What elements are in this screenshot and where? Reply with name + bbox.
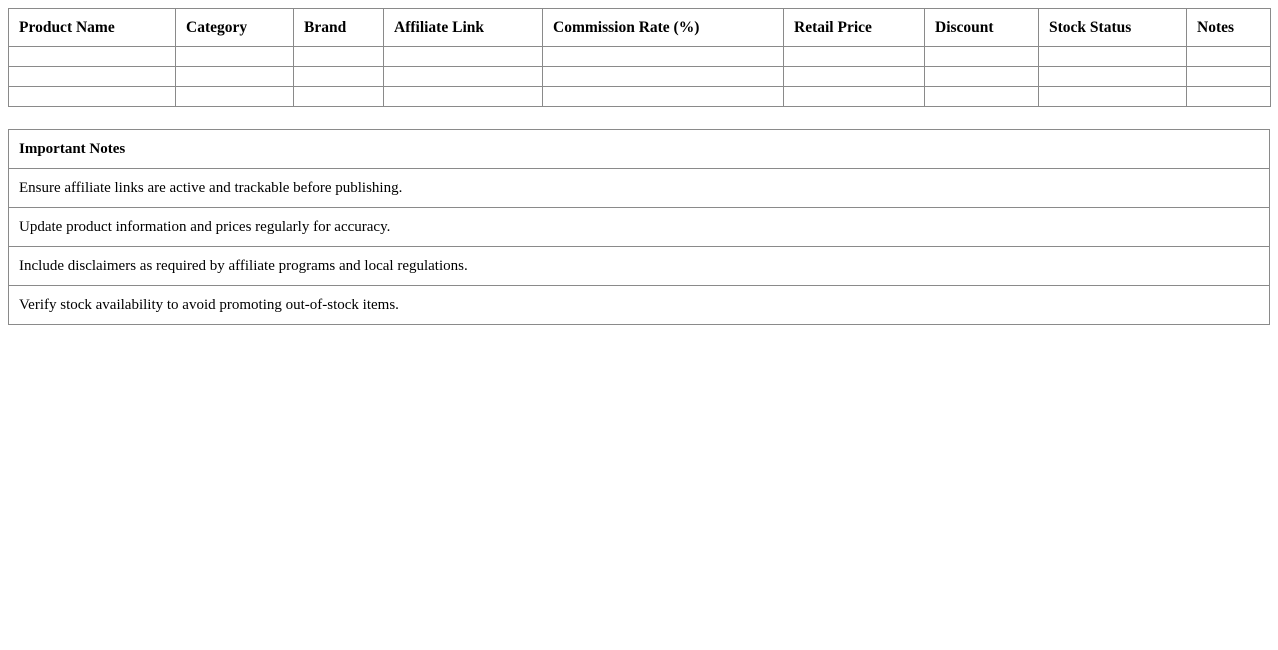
table-cell[interactable] [925,47,1039,67]
notes-title: Important Notes [9,130,1270,169]
table-cell[interactable] [176,67,294,87]
notes-title-row [9,130,1270,169]
note-text: Include disclaimers as required by affiliate programs and local regulations. [9,247,1270,286]
header-stock-status: Stock Status [1039,9,1187,47]
table-cell[interactable] [925,67,1039,87]
table-cell[interactable] [543,47,784,67]
table-cell[interactable] [176,47,294,67]
table-cell[interactable] [784,87,925,107]
table-cell[interactable] [543,67,784,87]
header-category: Category [176,9,294,47]
table-cell[interactable] [384,67,543,87]
table-row [9,87,1271,107]
table-cell[interactable] [925,87,1039,107]
table-cell[interactable] [176,87,294,107]
table-cell[interactable] [294,47,384,67]
note-text: Ensure affiliate links are active and trackable before publishing. [9,169,1270,208]
table-cell[interactable] [784,67,925,87]
table-cell[interactable] [1187,47,1271,67]
header-affiliate-link: Affiliate Link [384,9,543,47]
table-cell[interactable] [543,87,784,107]
table-cell[interactable] [1039,87,1187,107]
table-cell[interactable] [9,47,176,67]
table-header-row [9,9,1271,47]
list-item [9,286,1270,325]
table-cell[interactable] [1039,47,1187,67]
table-cell[interactable] [384,47,543,67]
table-row [9,67,1271,87]
products-table [8,8,1271,107]
header-discount: Discount [925,9,1039,47]
table-cell[interactable] [9,87,176,107]
list-item [9,247,1270,286]
table-cell[interactable] [294,67,384,87]
header-brand: Brand [294,9,384,47]
list-item [9,169,1270,208]
table-cell[interactable] [9,67,176,87]
note-text: Verify stock availability to avoid promoting out-of-stock items. [9,286,1270,325]
header-retail-price: Retail Price [784,9,925,47]
table-cell[interactable] [1187,67,1271,87]
table-cell[interactable] [1039,67,1187,87]
list-item [9,208,1270,247]
table-cell[interactable] [294,87,384,107]
note-text: Update product information and prices regularly for accuracy. [9,208,1270,247]
table-cell[interactable] [384,87,543,107]
header-notes: Notes [1187,9,1271,47]
table-row [9,47,1271,67]
table-cell[interactable] [1187,87,1271,107]
table-cell[interactable] [784,47,925,67]
important-notes-table [8,129,1270,325]
header-product-name: Product Name [9,9,176,47]
header-commission-rate: Commission Rate (%) [543,9,784,47]
